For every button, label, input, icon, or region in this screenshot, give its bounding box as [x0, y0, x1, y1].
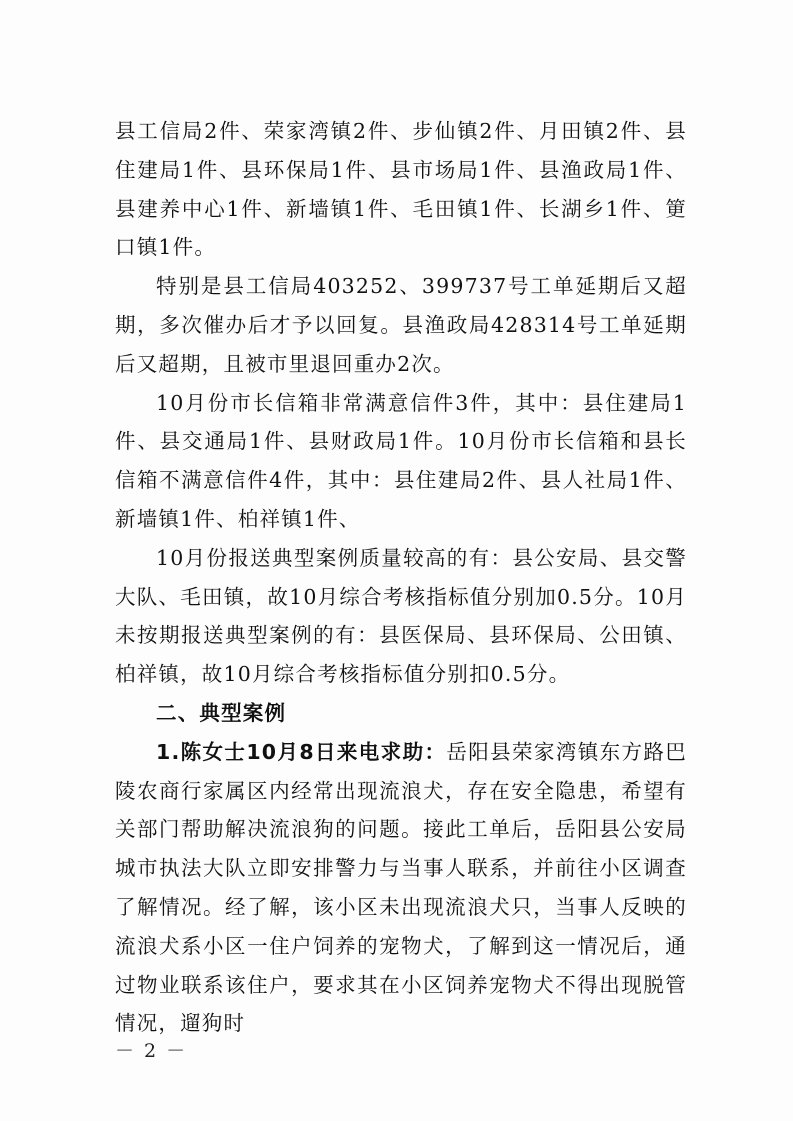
section-heading-typical-cases: 二、典型案例 [156, 700, 287, 725]
case-1-body: 岳阳县荣家湾镇东方路巴陵农商行家属区内经常出现流浪犬，存在安全隐患，希望有关部门帮助解决流浪狗的问题。接此工单后，岳阳县公安局城市执法大队立即安排警力与当事人联系，并前往小区调查了解情况。经了解，该小区未出现流浪犬只，当事人反映的流浪犬系小区一住户饲养的宠物犬，了解到这一情况后，通过物业联系该住户，要求其在小区饲养宠物犬不得出现脱管情况，遛狗时 [115, 739, 688, 1036]
paragraph-county-departments-list: 县工信局2件、荣家湾镇2件、步仙镇2件、月田镇2件、县住建局1件、县环保局1件、县市场局1件、县渔政局1件、县建养中心1件、新墙镇1件、毛田镇1件、长湖乡1件、筻口镇1件。 [115, 119, 687, 260]
page-number: － 2 － [115, 1040, 188, 1062]
paragraph-overdue-orders: 特别是县工信局403252、399737号工单延期后又超期，多次催办后才予以回复。县渔政局428314号工单延期后又超期，且被市里退回重办2次。 [115, 274, 687, 376]
document-body [115, 112, 687, 1043]
paragraph-mailbox-satisfaction: 10月份市长信箱非常满意信件3件，其中：县住建局1件、县交通局1件、县财政局1件。10月份市长信箱和县长信箱不满意信件4件，其中：县住建局2件、县人社局1件、新墙镇1件、柏祥镇1件、 [115, 390, 687, 531]
case-1-title: 1.陈女士10月8日来电求助： [156, 739, 447, 764]
paragraph-typical-case-submission: 10月份报送典型案例质量较高的有：县公安局、县交警大队、毛田镇，故10月综合考核指标值分别加0.5分。10月未按期报送典型案例的有：县医保局、县环保局、公田镇、柏祥镇，故10月综合考核指标值分别扣0.5分。 [115, 545, 687, 687]
case-1-paragraph [115, 733, 687, 1043]
